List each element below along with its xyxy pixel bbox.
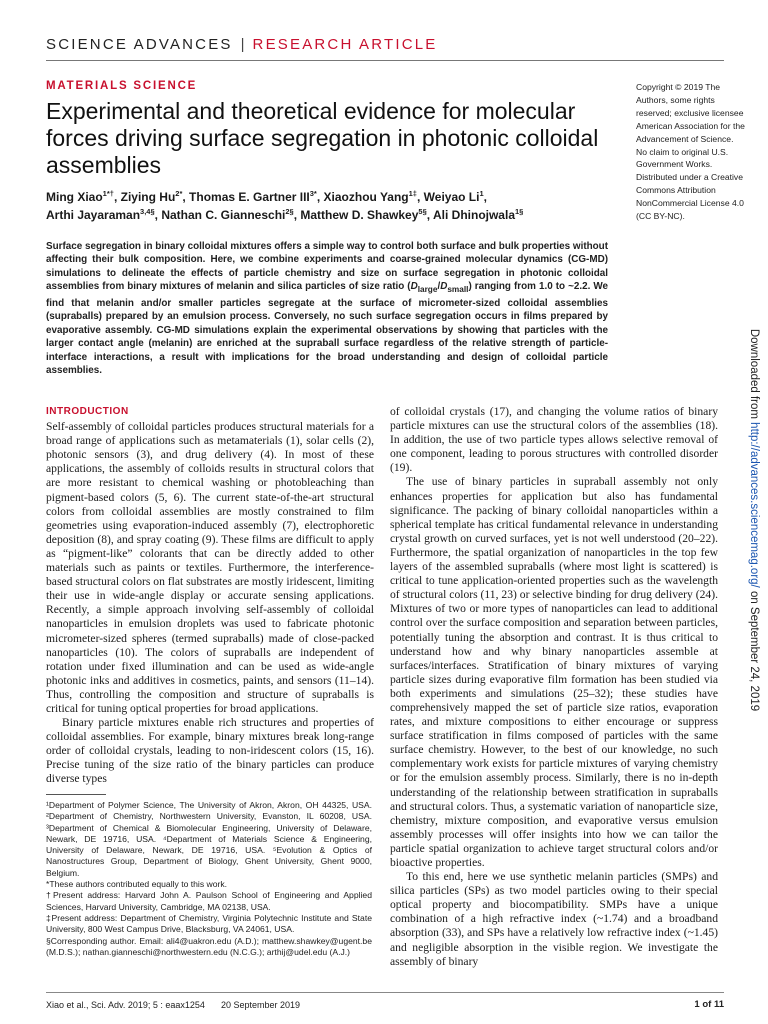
footnote-affiliations: ¹Department of Polymer Science, The University of Akron, Akron, OH 44325, USA. ²Department of Chemistry, Northwestern University, Evanston, IL 60208, USA. ³Department of Chemical & Biomolecular Engineering, University of Delaware, Newark, DE 19716, USA. ⁴Department of Materials Science & Engineering, University of Delaware, Newark, DE 19716, USA. ⁵Evolution & Optics of Nanostructures Group, Department of Biology, Ghent University, Ghent 9000, Belgium.: [46, 800, 372, 878]
citation-text: Xiao et al., Sci. Adv. 2019; 5 : eaax1254: [46, 1000, 205, 1010]
body-paragraph: Self-assembly of colloidal particles produces structural materials for a broad range of applications such as metamaterials (1), solar cells (2), photonic sensors (3), and drug delivery (4). In most of these applications, the assembly of colloids results in structural colors that are more resistant to chemical washing or photobleaching than pigment-based colors (5, 6). The current state-of-the-art structural colors from colloidal assemblies are mostly constrained to film geometries using evaporation-induced assembly (7), electrophoretic deposition (8), and spray coating (9). These films are difficult to apply as “pigment-like” colorants that can be directly added to other materials such as paints or textiles. Furthermore, the interference-based structural colors on flat substrates are mostly iridescent, limiting their use in wide-angle display or accurate sensing applications. Recently, a simple approach involving self-assembly of colloidal nanoparticles in emulsion droplets was used to fabricate photonic micrometer-sized spheres (termed supraballs) made of close-packed nanoparticles (10). The colors of supraballs are independent of rotation under fixed illumination and can be used as wide-angle photonic inks and additives in cosmetics, paints, and sensors (11–14). Thus, controlling the composition and structure of supraballs is critical for tuning optical properties for broad applications.: [46, 420, 374, 715]
download-link[interactable]: http://advances.sciencemag.org/: [748, 422, 760, 588]
author-name: Ziying Hu: [120, 190, 176, 204]
body-column-left: [46, 405, 374, 787]
author-affiliation: 2*: [175, 189, 183, 198]
page-number: 1 of 11: [694, 999, 724, 1010]
author-affiliation: 3,4§: [140, 207, 155, 216]
journal-name: SCIENCE ADVANCES: [46, 36, 233, 53]
footnote-present-address: †Present address: Harvard John A. Paulson School of Engineering and Applied Sciences, Harvard University, Cambridge, MA 02138, USA.: [46, 890, 372, 912]
publication-date: 20 September 2019: [220, 1000, 301, 1010]
author-affiliation: 1§: [515, 207, 524, 216]
footnotes: [46, 800, 372, 958]
abstract-symbol: /: [437, 281, 441, 293]
author-name: Thomas E. Gartner III: [189, 190, 310, 204]
abstract-text: ) ranging from 1.0 to ~2.2. We find that melanin and/or smaller particles segregate at the surface of micrometer-sized colloidal assemblies (supraballs) prepared by an emulsion process. Conversely, no such surface segregation occurs in films prepared by evaporative assembly. CG-MD simulations explain the experimental observations by showing that particles with the larger contact angle (melanin) are enriched at the supraball surface regardless of the relative strength of particle-interface interactions, a result with implications for the broad understanding and design of colloidal particle assemblies.: [46, 281, 608, 377]
abstract-symbol: D: [410, 281, 418, 293]
footer-citation: [46, 1000, 300, 1010]
article-title: Experimental and theoretical evidence for molecular forces driving surface segregation in photonic colloidal assemblies: [46, 98, 599, 178]
body-paragraph: The use of binary particles in supraball assembly not only enhances properties for application but also has fundamental significance. The packing of binary colloidal nanoparticles within a spherical template has critical fundamental relevance in understanding crystal growth on curved surfaces, yet is not well understood (20–22). Furthermore, the spatial organization of nanoparticles in the top few layers of the assembled supraballs (where most light is scattered) is critical to tune application-oriented properties such as the wavelength of structural colors (11, 23) or selective binding for drug delivery (24). Mixtures of two or more types of nanoparticles can lead to additional control over the surface composition and separation between particles, potentially tuning the absorption and contrast. It is thus critical to understand how and why binary nanoparticles assemble at surfaces/interfaces. Stratification of binary mixtures of varying particle sizes during evaporative film formation has been studied via both experiments and simulations (25–32); these studies have comprehensively mapped the set of particle size ratios, evaporation rates, and mixture compositions to either encourage or suppress surface stratification in films composed of particles with the same surface chemistry. However, to the best of our knowledge, no such complementary work exists for particle mixtures of varying chemistry or for the emulsion assembly process. Similarly, there is no in-depth understanding of the relationship between stratification in supraballs and structural colors. Thus, a systematic variation of nanoparticle size, chemistry, mixture composition, and evaporative versus emulsion assembly processes will offer insights into how we can tailor the particle spatial organization to achieve target structural colors and/or bioactive properties.: [390, 475, 718, 869]
author-affiliation: 1*†: [102, 189, 114, 198]
author-name: Ming Xiao: [46, 190, 103, 204]
author-affiliation: 2§: [285, 207, 294, 216]
abstract-symbol: D: [440, 281, 448, 293]
author-name: Arthi Jayaraman: [46, 208, 141, 222]
body-paragraph: To this end, here we use synthetic melanin particles (SMPs) and silica particles (SPs) as two model particles owing to their special optical property and biocompatibility. SMPs have a unique combination of a high refractive index (~1.74) and a broadband absorption (33), and SPs have a relatively low refractive index (~1.45) and negligible absorption in the visible region. We investigate the assembly of binary: [390, 870, 718, 968]
author-affiliation: 1‡: [408, 189, 417, 198]
footnote-rule: [46, 794, 106, 795]
body-paragraph: Binary particle mixtures enable rich structures and properties of colloidal assemblies. For example, binary mixtures break long-range order of colloidal crystals, leading to non-iridescent colors (15, 16). Precise tuning of the size ratio of the binary particles can produce diverse types: [46, 716, 374, 786]
author-affiliation: 3*: [309, 189, 317, 198]
author-name: Matthew D. Shawkey: [300, 208, 419, 222]
abstract-subscript: large: [417, 285, 438, 295]
author-name: Nathan C. Gianneschi: [161, 208, 286, 222]
abstract: [46, 240, 608, 378]
author-name: Ali Dhinojwala: [432, 208, 515, 222]
download-banner: [748, 329, 760, 711]
body-column-right: [390, 405, 718, 969]
download-banner-suffix: on September 24, 2019: [748, 587, 760, 712]
footnote-equal-contribution: *These authors contributed equally to this work.: [46, 879, 228, 890]
footnote-corresponding-author: §Corresponding author. Email: ali4@uakron.edu (A.D.); matthew.shawkey@ugent.be (M.D.S.); nathan.gianneschi@northwestern.edu (N.C.G.); arthij@udel.edu (A.J.): [46, 935, 372, 957]
body-paragraph: of colloidal crystals (17), and changing the volume ratios of binary particle mixtures can use the structural colors of the assemblies (18). In addition, the use of two particle types allows selective removal of one component, leading to porous structures with controlled disorder (19).: [390, 405, 718, 475]
section-heading-introduction: INTRODUCTION: [46, 406, 129, 417]
author-affiliation: 1: [479, 189, 484, 198]
section-label: MATERIALS SCIENCE: [46, 80, 198, 92]
copyright-notice: Copyright © 2019 The Authors, some rights reserved; exclusive licensee American Association for the Advancement of Science. No claim to original U.S. Government Works. Distributed under a Creative Commons Attribution NonCommercial License 4.0 (CC BY-NC).: [636, 82, 745, 222]
abstract-subscript: small: [447, 285, 469, 295]
footnote-present-address: ‡Present address: Department of Chemistry, Virginia Polytechnic Institute and State University, 800 West Campus Drive, Blacksburg, VA 24061, USA.: [46, 912, 372, 935]
journal-header: [46, 36, 438, 53]
author-affiliation: 5§: [418, 207, 427, 216]
author-name: Weiyao Li: [423, 190, 480, 204]
author-list: Ming Xiao$^{1*\dagger}$, Ziying $Hu^{2*}$, Thomas E. Gartner $III^{3*}$, Xiaozhou Yang$^{1\ddagger}$, Weiyao Li$^1$, Arthi Jayaraman$^{3,4\S}$, Nathan C. Gianneschi$^{2\S}$, Matthew D. Shawkey$^{5\S}$, Ali Dhinojwala$^{1\S}$: [46, 189, 524, 222]
download-banner-prefix: Downloaded from: [748, 328, 760, 423]
footer-rule: [46, 992, 724, 993]
header-rule: [46, 60, 724, 61]
abstract-text: Surface segregation in binary colloidal mixtures offers a simple way to control both surface and bulk properties without affecting their bulk composition. Here, we combine experiments and coarse-grained molecular dynamics (CG-MD) simulations to delineate the effects of particle chemistry and size on surface segregation in photonic colloidal assemblies from binary mixtures of melanin and silica particles of size ratio (: [46, 241, 608, 293]
article-type: RESEARCH ARTICLE: [252, 36, 438, 53]
header-separator: |: [240, 36, 245, 53]
author-name: Xiaozhou Yang: [323, 190, 409, 204]
